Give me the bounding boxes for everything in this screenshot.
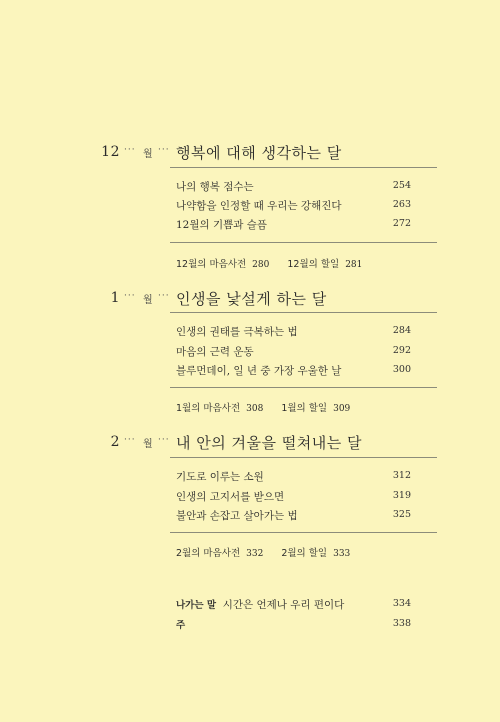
month-header [0,288,500,312]
month-header [0,142,500,166]
toc-entry[interactable] [176,179,411,197]
entry-page: 312 [392,470,411,481]
month-number: 2 [110,434,120,450]
divider [170,387,437,388]
closing-title: 시간은 언제나 우리 편이다 [222,599,345,611]
extra-page: 308 [246,404,264,414]
month-extras [176,396,350,412]
entry-page: 338 [392,618,411,629]
extra-page: 281 [345,260,363,270]
leader-dots: ··· [124,435,136,445]
toc-entry-notes[interactable] [176,617,411,635]
toc-entry[interactable] [176,217,411,235]
entry-title: 인생의 고지서를 받으면 [176,491,285,503]
extra-label[interactable]: 2월의 마음사전 [176,548,241,559]
entry-title: 12월의 기쁨과 슬픔 [176,219,268,231]
entry-page: 325 [392,509,411,520]
divider [170,312,437,313]
entry-title: 인생의 권태를 극복하는 법 [176,326,298,338]
month-number: 12 [101,144,120,160]
extra-label[interactable]: 12월의 마음사전 [176,259,247,270]
entry-page: 334 [392,598,411,609]
divider [170,532,437,533]
leader-dots: ··· [124,145,136,155]
closing-label: 나가는 말 [176,600,217,611]
extra-label[interactable]: 1월의 할일 [281,403,328,414]
month-word: 월 [143,439,153,450]
entry-title: 블루먼데이, 일 년 중 가장 우울한 날 [176,365,342,377]
entry-page: 292 [392,345,411,356]
entry-title: 불안과 손잡고 살아가는 법 [176,510,298,522]
month-title: 내 안의 겨울을 떨쳐내는 달 [176,434,362,452]
divider [170,457,437,458]
toc-entry[interactable] [176,324,411,342]
entry-page: 300 [392,364,411,375]
toc-entry[interactable] [176,489,411,507]
extra-page: 309 [333,404,351,414]
leader-dots: ··· [158,435,170,445]
month-title: 인생을 낯설게 하는 달 [176,290,327,308]
entry-page: 254 [392,180,411,191]
entry-page: 272 [392,218,411,229]
month-extras [176,252,362,268]
leader-dots: ··· [124,291,136,301]
divider [170,242,437,243]
entry-title: 나의 행복 점수는 [176,181,254,193]
month-number: 1 [110,290,120,306]
entry-title [176,597,344,612]
notes-label: 주 [176,620,186,631]
entry-title: 나약함을 인정할 때 우리는 강해진다 [176,200,342,212]
toc-entry[interactable] [176,198,411,216]
month-word: 월 [143,295,153,306]
entry-page: 284 [392,325,411,336]
toc-entry[interactable] [176,344,411,362]
extra-page: 332 [246,549,264,559]
month-extras [176,541,350,557]
extra-page: 333 [333,549,351,559]
month-title: 행복에 대해 생각하는 달 [176,144,342,162]
toc-entry[interactable] [176,508,411,526]
toc-entry[interactable] [176,363,411,381]
entry-title: 마음의 근력 운동 [176,346,254,358]
extra-label[interactable]: 1월의 마음사전 [176,403,241,414]
entry-title: 기도로 이루는 소원 [176,471,264,483]
leader-dots: ··· [158,291,170,301]
extra-page: 280 [252,260,270,270]
divider [170,167,437,168]
toc-entry-closing[interactable] [176,597,411,615]
extra-label[interactable]: 2월의 할일 [281,548,328,559]
toc-entry[interactable] [176,469,411,487]
month-word: 월 [143,149,153,160]
extra-label[interactable]: 12월의 할일 [287,259,340,270]
month-header [0,432,500,456]
leader-dots: ··· [158,145,170,155]
entry-page: 263 [392,199,411,210]
entry-page: 319 [392,490,411,501]
